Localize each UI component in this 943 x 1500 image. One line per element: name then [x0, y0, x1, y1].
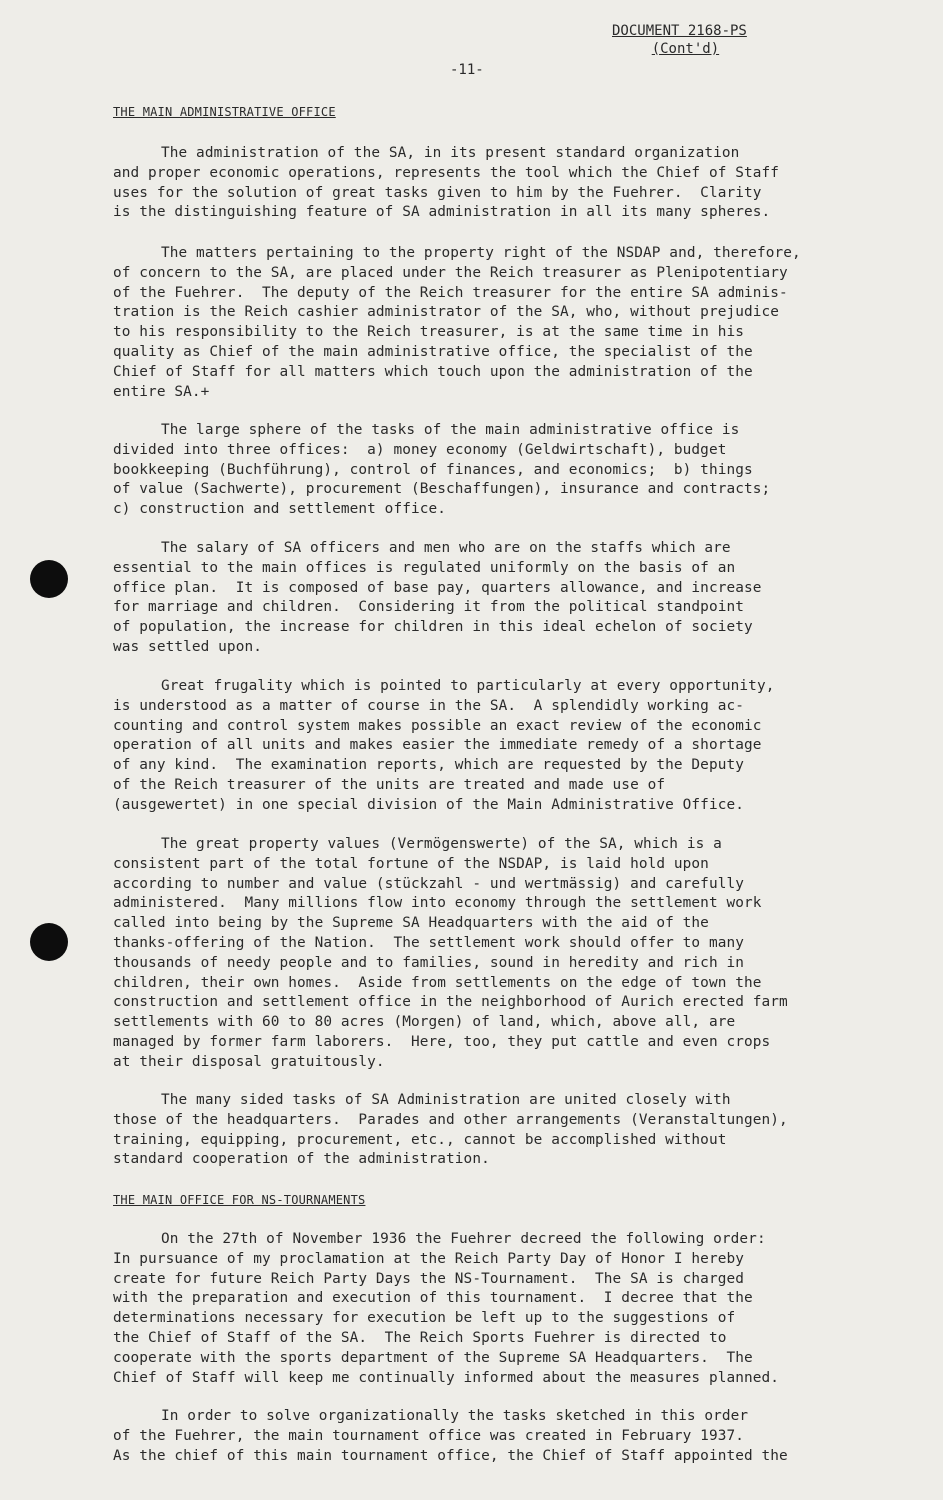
text-line: On the 27th of November 1936 the Fuehrer decreed the following order:: [161, 1231, 766, 1247]
text-line: for marriage and children. Considering it from the political standpoint: [113, 599, 744, 616]
text-line: The many sided tasks of SA Administration are united closely with: [161, 1092, 731, 1108]
text-line: at their disposal gratuitously.: [113, 1053, 385, 1070]
text-line: essential to the main offices is regulated uniformly on the basis of an: [113, 559, 736, 576]
text-line: office plan. It is composed of base pay, quarters allowance, and increase: [113, 579, 762, 596]
text-line: standard cooperation of the administration.: [113, 1151, 490, 1168]
text-line: The administration of the SA, in its present standard organization: [161, 145, 740, 161]
paragraph: [113, 835, 873, 1073]
text-line: construction and settlement office in the neighborhood of Aurich erected farm: [113, 994, 788, 1011]
text-line: consistent part of the total fortune of the NSDAP, is laid hold upon: [113, 855, 709, 872]
text-line: counting and control system makes possible an exact review of the economic: [113, 717, 762, 734]
text-line: In pursuance of my proclamation at the Reich Party Day of Honor I hereby: [113, 1250, 744, 1267]
text-line: thanks-offering of the Nation. The settlement work should offer to many: [113, 934, 744, 951]
text-line: Chief of Staff for all matters which touch upon the administration of the: [113, 363, 753, 380]
text-line: bookkeeping (Buchführung), control of finances, and economics; b) things: [113, 461, 753, 478]
punch-hole: [30, 560, 68, 598]
text-line: is the distinguishing feature of SA administration in all its many spheres.: [113, 204, 771, 221]
text-line: quality as Chief of the main administrative office, the specialist of the: [113, 343, 753, 360]
text-line: The large sphere of the tasks of the main administrative office is: [161, 422, 740, 438]
document-number: DOCUMENT 2168-PS: [612, 23, 747, 39]
paragraph: [113, 144, 873, 223]
continued-label: (Cont'd): [651, 41, 720, 57]
text-line: according to number and value (stückzahl - und wertmässig) and carefully: [113, 875, 744, 892]
text-line: Chief of Staff will keep me continually informed about the measures planned.: [113, 1369, 780, 1386]
paragraph: [113, 421, 873, 520]
text-line: Great frugality which is pointed to particularly at every opportunity,: [161, 678, 775, 694]
text-line: divided into three offices: a) money economy (Geldwirtschaft), budget: [113, 441, 727, 458]
paragraph: [113, 539, 873, 658]
text-line: training, equipping, procurement, etc., cannot be accomplished without: [113, 1131, 727, 1148]
text-line: managed by former farm laborers. Here, too, they put cattle and even crops: [113, 1033, 771, 1050]
paragraph: [113, 1230, 873, 1388]
paragraph: [113, 677, 873, 816]
text-line: administered. Many millions flow into economy through the settlement work: [113, 895, 762, 912]
text-line: called into being by the Supreme SA Headquarters with the aid of the: [113, 915, 709, 932]
text-line: (ausgewertet) in one special division of the Main Administrative Office.: [113, 796, 744, 813]
section-heading-administrative-office: THE MAIN ADMINISTRATIVE OFFICE: [113, 105, 336, 119]
punch-hole: [30, 923, 68, 961]
text-line: The matters pertaining to the property right of the NSDAP and, therefore,: [161, 245, 801, 261]
text-line: the Chief of Staff of the SA. The Reich Sports Fuehrer is directed to: [113, 1329, 727, 1346]
text-line: operation of all units and makes easier the immediate remedy of a shortage: [113, 737, 762, 754]
text-line: and proper economic operations, represents the tool which the Chief of Staff: [113, 164, 780, 181]
text-line: of population, the increase for children in this ideal echelon of society: [113, 619, 753, 636]
text-line: The great property values (Vermögenswerte) of the SA, which is a: [161, 836, 722, 852]
text-line: of the Fuehrer, the main tournament office was created in February 1937.: [113, 1427, 744, 1444]
paragraph: [113, 1091, 873, 1170]
text-line: determinations necessary for execution be left up to the suggestions of: [113, 1310, 736, 1327]
text-line: to his responsibility to the Reich treasurer, is at the same time in his: [113, 324, 744, 341]
text-line: is understood as a matter of course in the SA. A splendidly working ac-: [113, 697, 744, 714]
text-line: As the chief of this main tournament office, the Chief of Staff appointed the: [113, 1447, 788, 1464]
page-number: -11-: [450, 62, 484, 78]
text-line: settlements with 60 to 80 acres (Morgen) of land, which, above all, are: [113, 1014, 736, 1031]
text-line: create for future Reich Party Days the NS-Tournament. The SA is charged: [113, 1270, 744, 1287]
text-line: with the preparation and execution of this tournament. I decree that the: [113, 1290, 753, 1307]
document-identifier: [612, 22, 747, 58]
text-line: was settled upon.: [113, 638, 262, 655]
text-line: thousands of needy people and to families, sound in heredity and rich in: [113, 954, 744, 971]
text-line: of any kind. The examination reports, which are requested by the Deputy: [113, 757, 744, 774]
text-line: The salary of SA officers and men who are on the staffs which are: [161, 540, 731, 556]
text-line: entire SA.+: [113, 383, 210, 400]
paragraph: [113, 1407, 873, 1466]
text-line: those of the headquarters. Parades and other arrangements (Veranstaltungen),: [113, 1111, 788, 1128]
text-line: In order to solve organizationally the tasks sketched in this order: [161, 1408, 749, 1424]
text-line: cooperate with the sports department of the Supreme SA Headquarters. The: [113, 1349, 753, 1366]
section-heading-tournaments-office: THE MAIN OFFICE FOR NS-TOURNAMENTS: [113, 1193, 366, 1207]
text-line: of the Reich treasurer of the units are treated and made use of: [113, 776, 666, 793]
text-line: of concern to the SA, are placed under the Reich treasurer as Plenipotentiary: [113, 264, 788, 281]
text-line: children, their own homes. Aside from settlements on the edge of town the: [113, 974, 762, 991]
text-line: tration is the Reich cashier administrator of the SA, who, without prejudice: [113, 304, 780, 321]
paragraph: [113, 244, 873, 402]
text-line: of the Fuehrer. The deputy of the Reich treasurer for the entire SA adminis-: [113, 284, 788, 301]
text-line: uses for the solution of great tasks given to him by the Fuehrer. Clarity: [113, 184, 762, 201]
text-line: of value (Sachwerte), procurement (Beschaffungen), insurance and contracts;: [113, 481, 771, 498]
text-line: c) construction and settlement office.: [113, 501, 447, 518]
